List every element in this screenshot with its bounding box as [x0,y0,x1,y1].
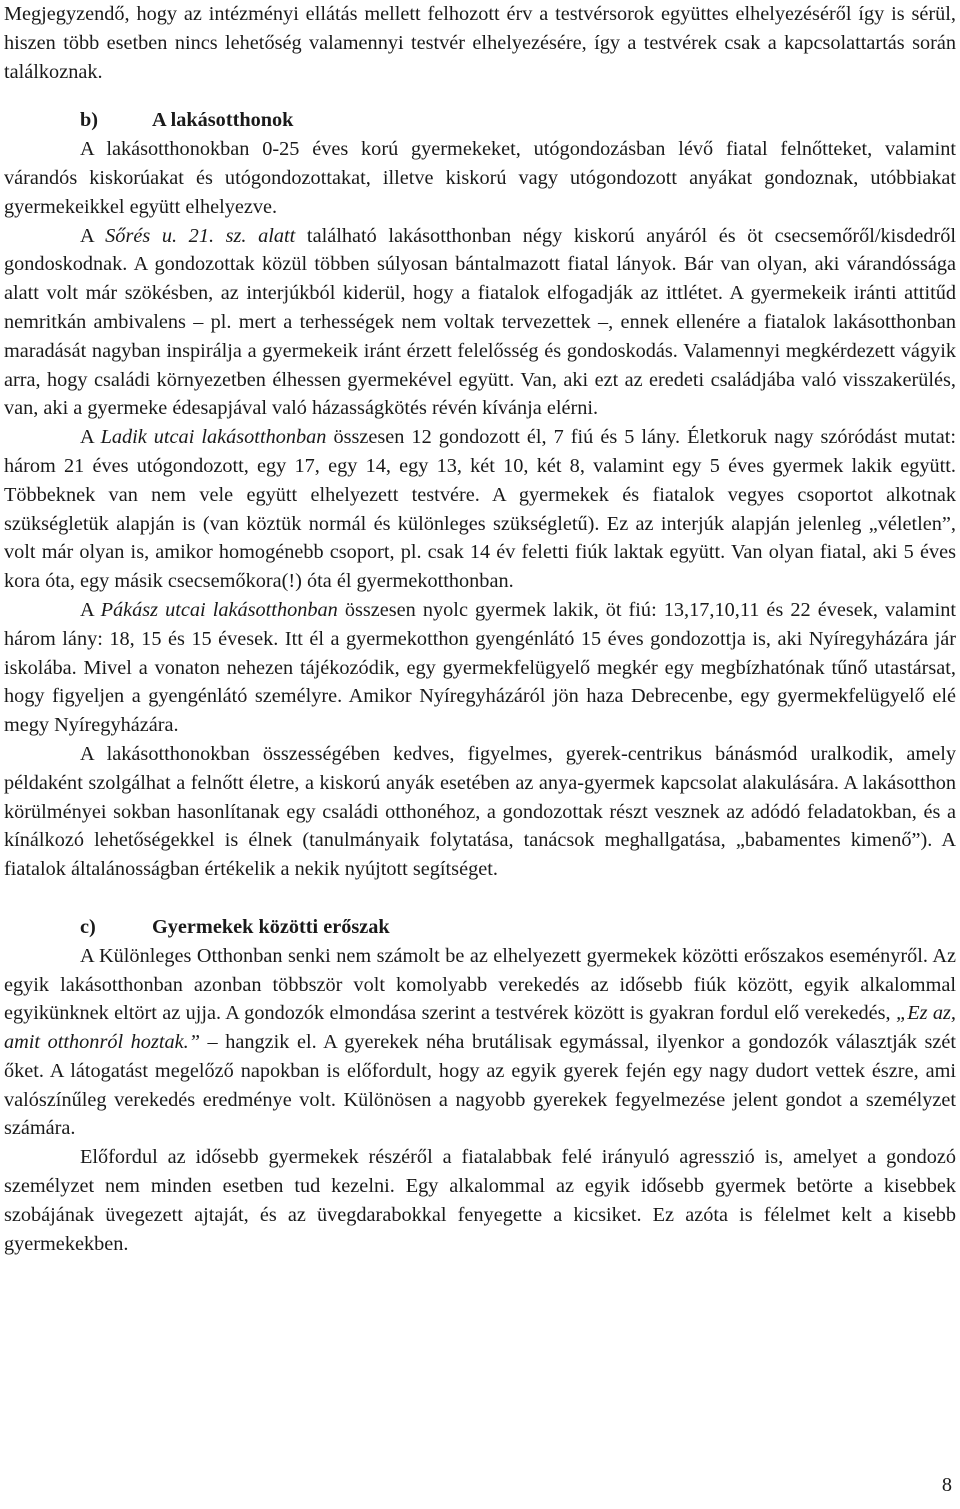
location-ladik: Ladik utcai lakásotthonban [100,426,327,449]
spacer [4,884,956,913]
document-page [4,0,956,1258]
location-sores: Sőrés u. 21. sz. alatt [105,224,296,247]
section-b-paragraph-2: A Sőrés u. 21. sz. alatt található lakásotthonban négy kiskorú anyáról és öt csecsemőről/kisdedről gondoskodnak. A gondozottak közül többen súlyosan bántalmazott fiatal lányok. Bár van olyan, aki várandóssága alatt volt már szökésben, az interjúkból kiderül, hogy a fiatalok elfogadják az ittlétet. A gyermekeik iránti attitűd nemritkán ambivalens – pl. mert a terhességek nem voltak tervezettek –, ennek ellenére a fiatalok lakásotthonban maradását nagyban inspirálja a gyermekeik iránt érzett felelősség és gondoskodás. Valamennyi megkérdezett vágyik arra, hogy családi környezetben élhessen gyermekével együtt. Van, aki ezt az eredeti családjába való visszakerülés, van, aki a gyermeke édesapjával való házasságkötés révén kívánja elérni. [4,224,956,420]
section-b-letter: b) [80,109,99,132]
section-c-letter: c) [80,915,96,938]
section-b-heading [80,106,956,135]
section-b-paragraph-5: A lakásotthonokban összességében kedves, figyelmes, gyerek-centrikus bánásmód uralkodik, amely példaként szolgálhat a felnőtt életre, a kiskorú anyák esetében az anya-gyermek kapcsolat alakulására. A lakásotthon körülményei sokban hasonlítanak egy családi otthonéhoz, a gondozottak részt vesznek az adódó feladatokban, és a kínálkozó lehetőségekkel is élnek (tanulmányaik folytatása, tanácsok meghallgatása, „babamentes kimenő”). A fiatalok általánosságban értékelik a nekik nyújtott segítséget. [4,742,956,881]
section-b-paragraph-1: A lakásotthonokban 0-25 éves korú gyermekeket, utógondozásban lévő fiatal felnőtteket, valamint várandós kiskorúakat és utógondozottakat, illetve kiskorú vagy utógondozott anyákat gondoznak, utóbbiakat gyermekeikkel együtt elhelyezve. [4,138,956,218]
section-c-paragraph-2: Előfordul az idősebb gyermekek részéről a fiatalabbak felé irányuló agresszió is, amelyet a gondozó személyzet nem minden esetben tud kezelni. Egy alkalommal az egyik idősebb gyermek betörte a kisebbek szobájának üvegezett ajtaját, és az üvegdarabokkal fenyegette a kicsiket. Ez azóta is félelmet kelt a kisebb gyermekekben. [4,1146,956,1255]
location-pakasz: Pákász utcai lakásotthonban [100,598,338,621]
section-b-paragraph-4: A Pákász utcai lakásotthonban összesen nyolc gyermek lakik, öt fiú: 13,17,10,11 és 22 évesek, valamint három lány: 18, 15 és 15 évesek. Itt él a gyermekotthon gyengénlátó 15 éves gondozottja is, aki Nyíregyházára jár iskolába. Mivel a vonaton nehezen tájékozódik, egy gyermekfelügyelő megkér egy megbízhatónak tűnő utastársat, hogy figyeljen a gyengénlátó személyre. Amikor Nyíregyházáról jön haza Debrecenbe, egy gyermekfelügyelő elé megy Nyíregyházára. [4,598,956,737]
section-c-title: Gyermekek közötti erőszak [152,915,390,938]
section-c-paragraph-1: A Különleges Otthonban senki nem számolt be az elhelyezett gyermekek közötti erőszakos eseményről. Az egyik lakásotthonban azonban többször volt komolyabb verekedés az idősebb fiúk között, egyik alkalommal egyikünknek eltört az ujja. A gondozók elmondása szerint a testvérek között is gyakran fordul elő verekedés, „Ez az, amit otthonról hoztak.” – hangzik el. A gyerekek néha brutálisak egymással, ilyenkor a gondozók választják szét őket. A látogatást megelőző napokban is előfordult, hogy az egyik gyerek fején egy nagy dudort vettek észre, ami valószínűleg verekedés eredménye volt. Különösen a nagyobb gyerekek fegyelmezése jelent gondot a személyzet számára. [4,944,957,1140]
section-b-paragraph-3: A Ladik utcai lakásotthonban összesen 12 gondozott él, 7 fiú és 5 lány. Életkoruk nagy szóródást mutat: három 21 éves utógondozott, egy 17, egy 14, egy 13, két 10, két 8, valamint egy 5 éves gyermek lakik együtt. Többeknek van nem vele együtt elhelyezett testvére. A gyermekek és fiatalok vegyes csoportot alkotnak szükségletük alapján is (van köztük normál és különleges szükségletű). Ez az interjúk alapján jelenleg „véletlen”, volt már olyan is, amikor homogénebb csoport, pl. csak 14 év feletti fiúk laktak együtt. Van olyan fiatal, aki 5 éves kora óta, egy másik csecsemőkora(!) óta él gyermekotthonban. [4,426,956,593]
section-b-title: A lakásotthonok [152,109,294,132]
page-number: 8 [941,1474,952,1496]
spacer [4,86,956,106]
intro-paragraph: Megjegyzendő, hogy az intézményi ellátás mellett felhozott érv a testvérsorok együttes elhelyezéséről így is sérül, hiszen több esetben nincs lehetőség valamennyi testvér elhelyezésére, így a testvérek csak a kapcsolattartás során találkoznak. [4,3,956,83]
quote: „Ez az, amit otthonról hoztak.” [4,1002,956,1054]
section-c-heading [80,913,956,942]
